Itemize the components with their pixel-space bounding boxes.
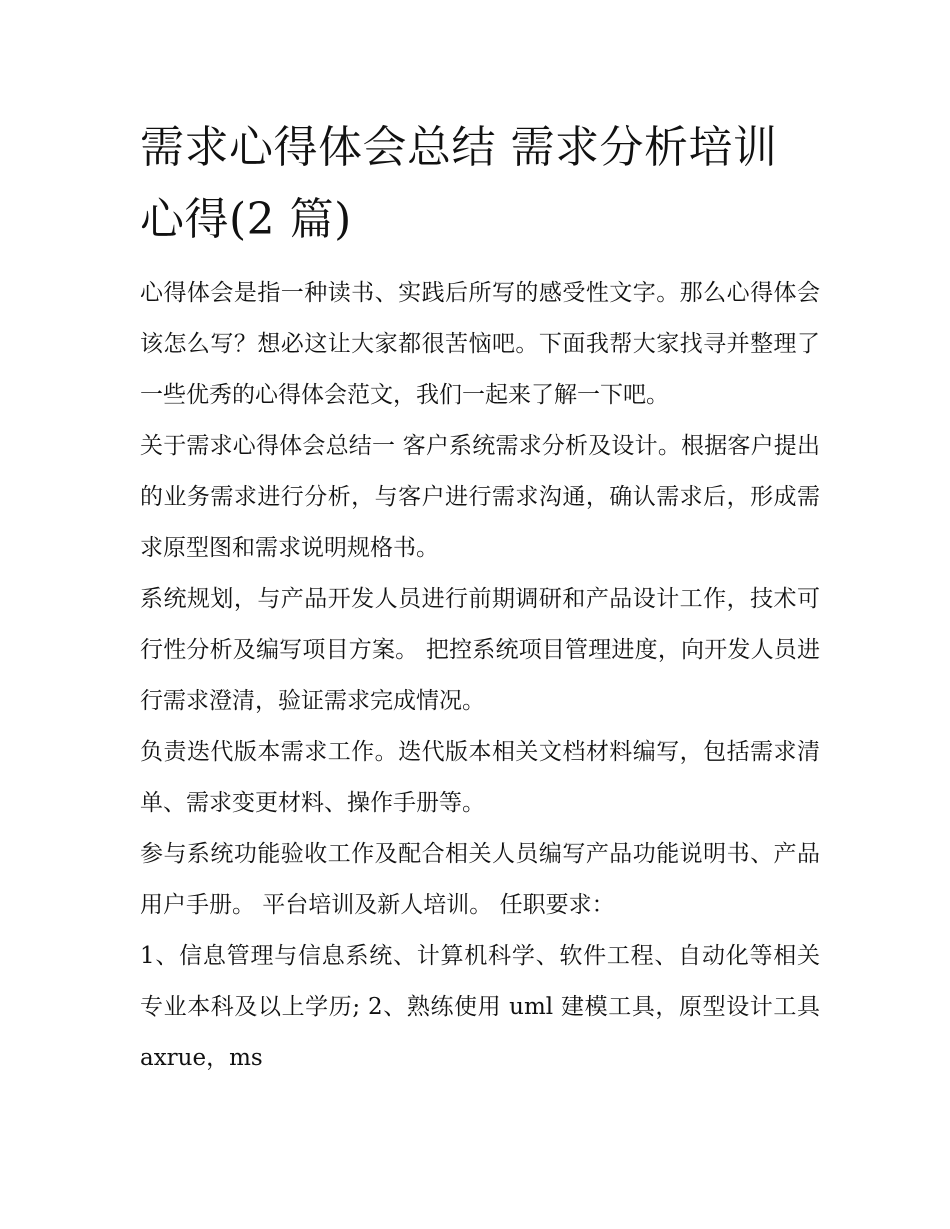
document-body xyxy=(140,112,820,1084)
paragraph-acceptance: 参与系统功能验收工作及配合相关人员编写产品功能说明书、产品用户手册。 平台培训及新人培训。 任职要求： xyxy=(140,841,820,918)
paragraph-job-requirements: 1、信息管理与信息系统、计算机科学、软件工程、自动化等相关专业本科及以上学历; 2、熟练使用 uml 建模工具，原型设计工具 axrue，ms xyxy=(140,943,820,1071)
paragraph-intro: 心得体会是指一种读书、实践后所写的感受性文字。那么心得体会该怎么写？想必这让大家都很苦恼吧。下面我帮大家找寻并整理了一些优秀的心得体会范文，我们一起来了解一下吧。 xyxy=(140,280,820,408)
paragraph-system-planning: 系统规划，与产品开发人员进行前期调研和产品设计工作，技术可行性分析及编写项目方案。 把控系统项目管理进度，向开发人员进行需求澄清，验证需求完成情况。 xyxy=(140,586,820,714)
paragraph-requirements-analysis: 关于需求心得体会总结一 客户系统需求分析及设计。根据客户提出的业务需求进行分析，与客户进行需求沟通，确认需求后，形成需求原型图和需求说明规格书。 xyxy=(140,433,820,561)
paragraph-iteration: 负责迭代版本需求工作。迭代版本相关文档材料编写，包括需求清单、需求变更材料、操作手册等。 xyxy=(140,739,820,816)
document-title: 需求心得体会总结 需求分析培训心得(2 篇) xyxy=(140,122,778,245)
